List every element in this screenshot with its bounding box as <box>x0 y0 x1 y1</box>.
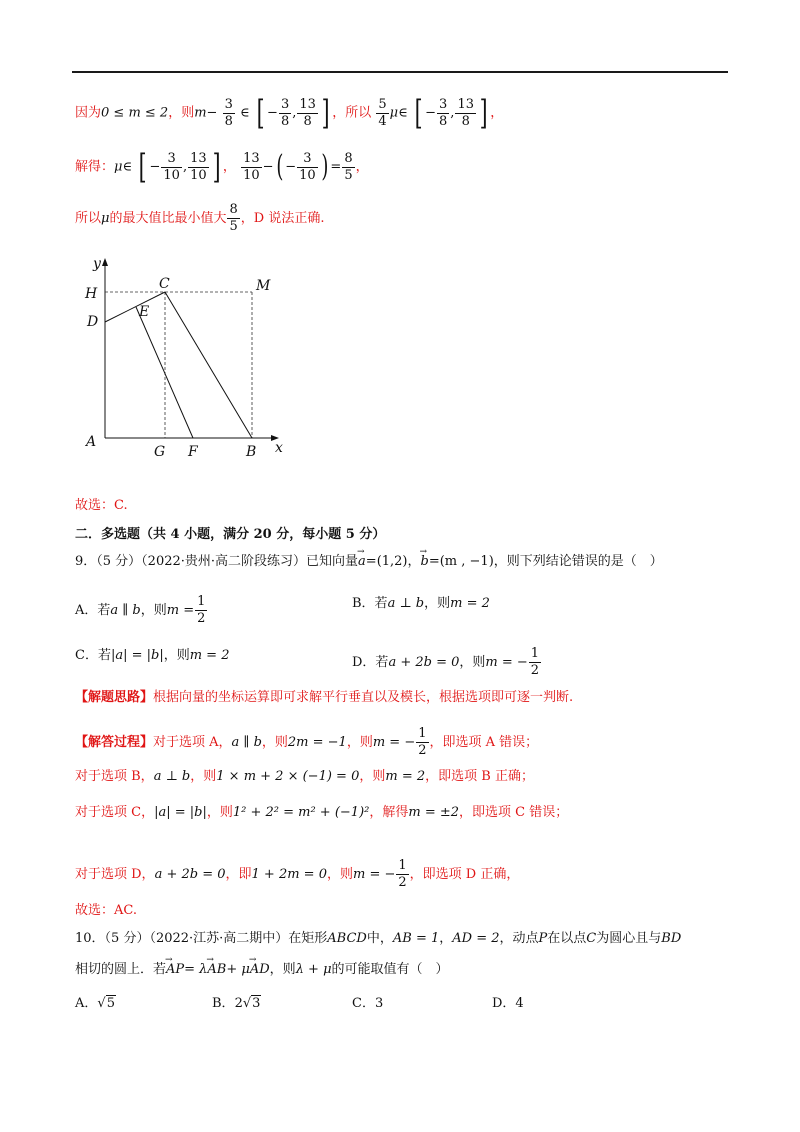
q9-option-b[interactable]: B．若a ⊥ b，则m = 2 <box>352 596 490 611</box>
header-rule <box>72 71 728 73</box>
q9-option-c[interactable]: C．若|a| = |b|，则m = 2 <box>75 648 230 663</box>
question-10-stem-1: 10．（5 分）（2022·江苏·高二期中）在矩形ABCD中，AB = 1，AD = 2，动点P在以点C为圆心且与BD <box>75 931 682 946</box>
fraction: $\frac{1}{2}$ <box>530 646 540 678</box>
fraction: $\frac{13}{8}$ <box>299 96 316 129</box>
q9-solution-idea: 【解题思路】根据向量的坐标运算即可求解平行垂直以及模长，根据选项即可逐一判断. <box>75 690 574 705</box>
fraction: $\frac{3}{10}$ <box>299 150 316 183</box>
left-bracket: [ <box>414 93 423 133</box>
label-B: B <box>246 444 257 460</box>
q9-option-d[interactable]: D．若a + 2b = 0，则m = − $\frac{1}{2}$ <box>352 646 540 678</box>
q9-solution-c: 对于选项 C，|a| = |b|，则1² + 2² = m² + (−1)²，解得m = ±2，即选项 C 错误； <box>75 805 569 820</box>
segment-cb <box>165 292 252 438</box>
solution-line-2: 解得：μ∈ [ − $\frac{3}{10}$ , $\frac{13}{10}$ ] ， $\frac{13}{10}$ −( − $\frac{3}{10}$ ) = $\frac{8}{5}$ ， <box>75 147 369 187</box>
label-F: F <box>188 444 198 460</box>
right-bracket: ] <box>212 147 221 187</box>
label-x: x <box>275 440 283 456</box>
label-C: C <box>159 276 170 292</box>
q9-solution-a: 【解答过程】对于选项 A，a ∥ b，则2m = −1，则m = − $\frac{1}{2}$ ，即选项 A 错误； <box>75 726 539 758</box>
sqrt: √3 <box>242 996 261 1011</box>
fraction: $\frac{13}{8}$ <box>457 96 474 129</box>
fraction: $\frac{1}{2}$ <box>398 858 407 890</box>
label-A: A <box>86 434 97 450</box>
question-9-stem: 9．（5 分）（2022·贵州·高二阶段练习）已知向量→ a=(1,2)，→ b=(m , −1)，则下列结论错误的是（ ） <box>75 552 663 572</box>
fraction: $\frac{3}{8}$ <box>224 96 233 129</box>
solution-line-1: 因为0 ≤ m ≤ 2，则m− $\frac{3}{8}$ ∈ [ − $\frac{3}{8}$ , $\frac{13}{8}$ ] ，所以 $\frac{5}{4}$ μ∈ [ − $\frac{3}{8}$ , $\frac{13}{8}$ ] ， <box>75 93 504 133</box>
q10-option-d[interactable]: D．4 <box>492 996 524 1011</box>
segment-ef <box>136 307 193 438</box>
q10-option-b[interactable]: B．2√3 <box>212 994 261 1014</box>
q9-solution-d: 对于选项 D，a + 2b = 0，即1 + 2m = 0，则m = − $\frac{1}{2}$ ，即选项 D 正确， <box>75 858 520 890</box>
label-M: M <box>256 278 271 294</box>
fraction: $\frac{13}{10}$ <box>190 150 207 183</box>
fraction: $\frac{3}{10}$ <box>163 150 180 183</box>
section-heading: 二．多选题（共 4 小题，满分 20 分，每小题 5 分） <box>75 527 386 542</box>
right-bracket: ] <box>321 93 330 133</box>
solution-line-3: 所以μ的最大值比最小值大 $\frac{8}{5}$ ，D 说法正确. <box>75 202 325 234</box>
label-y: y <box>93 256 101 272</box>
q9-solution-b: 对于选项 B，a ⊥ b，则1 × m + 2 × (−1) = 0，则m = 2，即选项 B 正确； <box>75 769 534 784</box>
label-H: H <box>85 286 98 302</box>
fraction: $\frac{3}{8}$ <box>439 96 448 129</box>
geometry-figure <box>80 250 300 465</box>
left-bracket: [ <box>138 147 147 187</box>
right-bracket: ] <box>479 93 488 133</box>
question-10-stem-2: 相切的圆上．若→ AP= λ→ AB+ μ→ AD，则λ + μ的可能取值有（ ） <box>75 960 449 980</box>
fraction: $\frac{8}{5}$ <box>229 202 238 234</box>
q9-answer: 故选：AC. <box>75 903 138 918</box>
left-bracket: [ <box>256 93 265 133</box>
label-D: D <box>87 314 99 330</box>
y-axis-arrow <box>102 258 108 266</box>
fraction: $\frac{8}{5}$ <box>344 150 353 183</box>
fraction: $\frac{1}{2}$ <box>197 594 206 626</box>
fraction: $\frac{3}{8}$ <box>280 96 290 129</box>
label-G: G <box>154 444 166 460</box>
segment-dc <box>105 292 165 322</box>
answer-8: 故选：C. <box>75 498 128 513</box>
fraction: $\frac{1}{2}$ <box>418 726 427 758</box>
fraction: $\frac{5}{4}$ <box>378 96 387 129</box>
sqrt: √5 <box>97 996 115 1011</box>
q10-option-a[interactable]: A．√5 <box>75 994 116 1014</box>
q9-option-a[interactable]: A．若a ∥ b，则m = $\frac{1}{2}$ <box>75 594 206 626</box>
label-E: E <box>139 304 150 320</box>
fraction: $\frac{13}{10}$ <box>243 150 260 183</box>
q10-option-c[interactable]: C．3 <box>352 996 384 1011</box>
